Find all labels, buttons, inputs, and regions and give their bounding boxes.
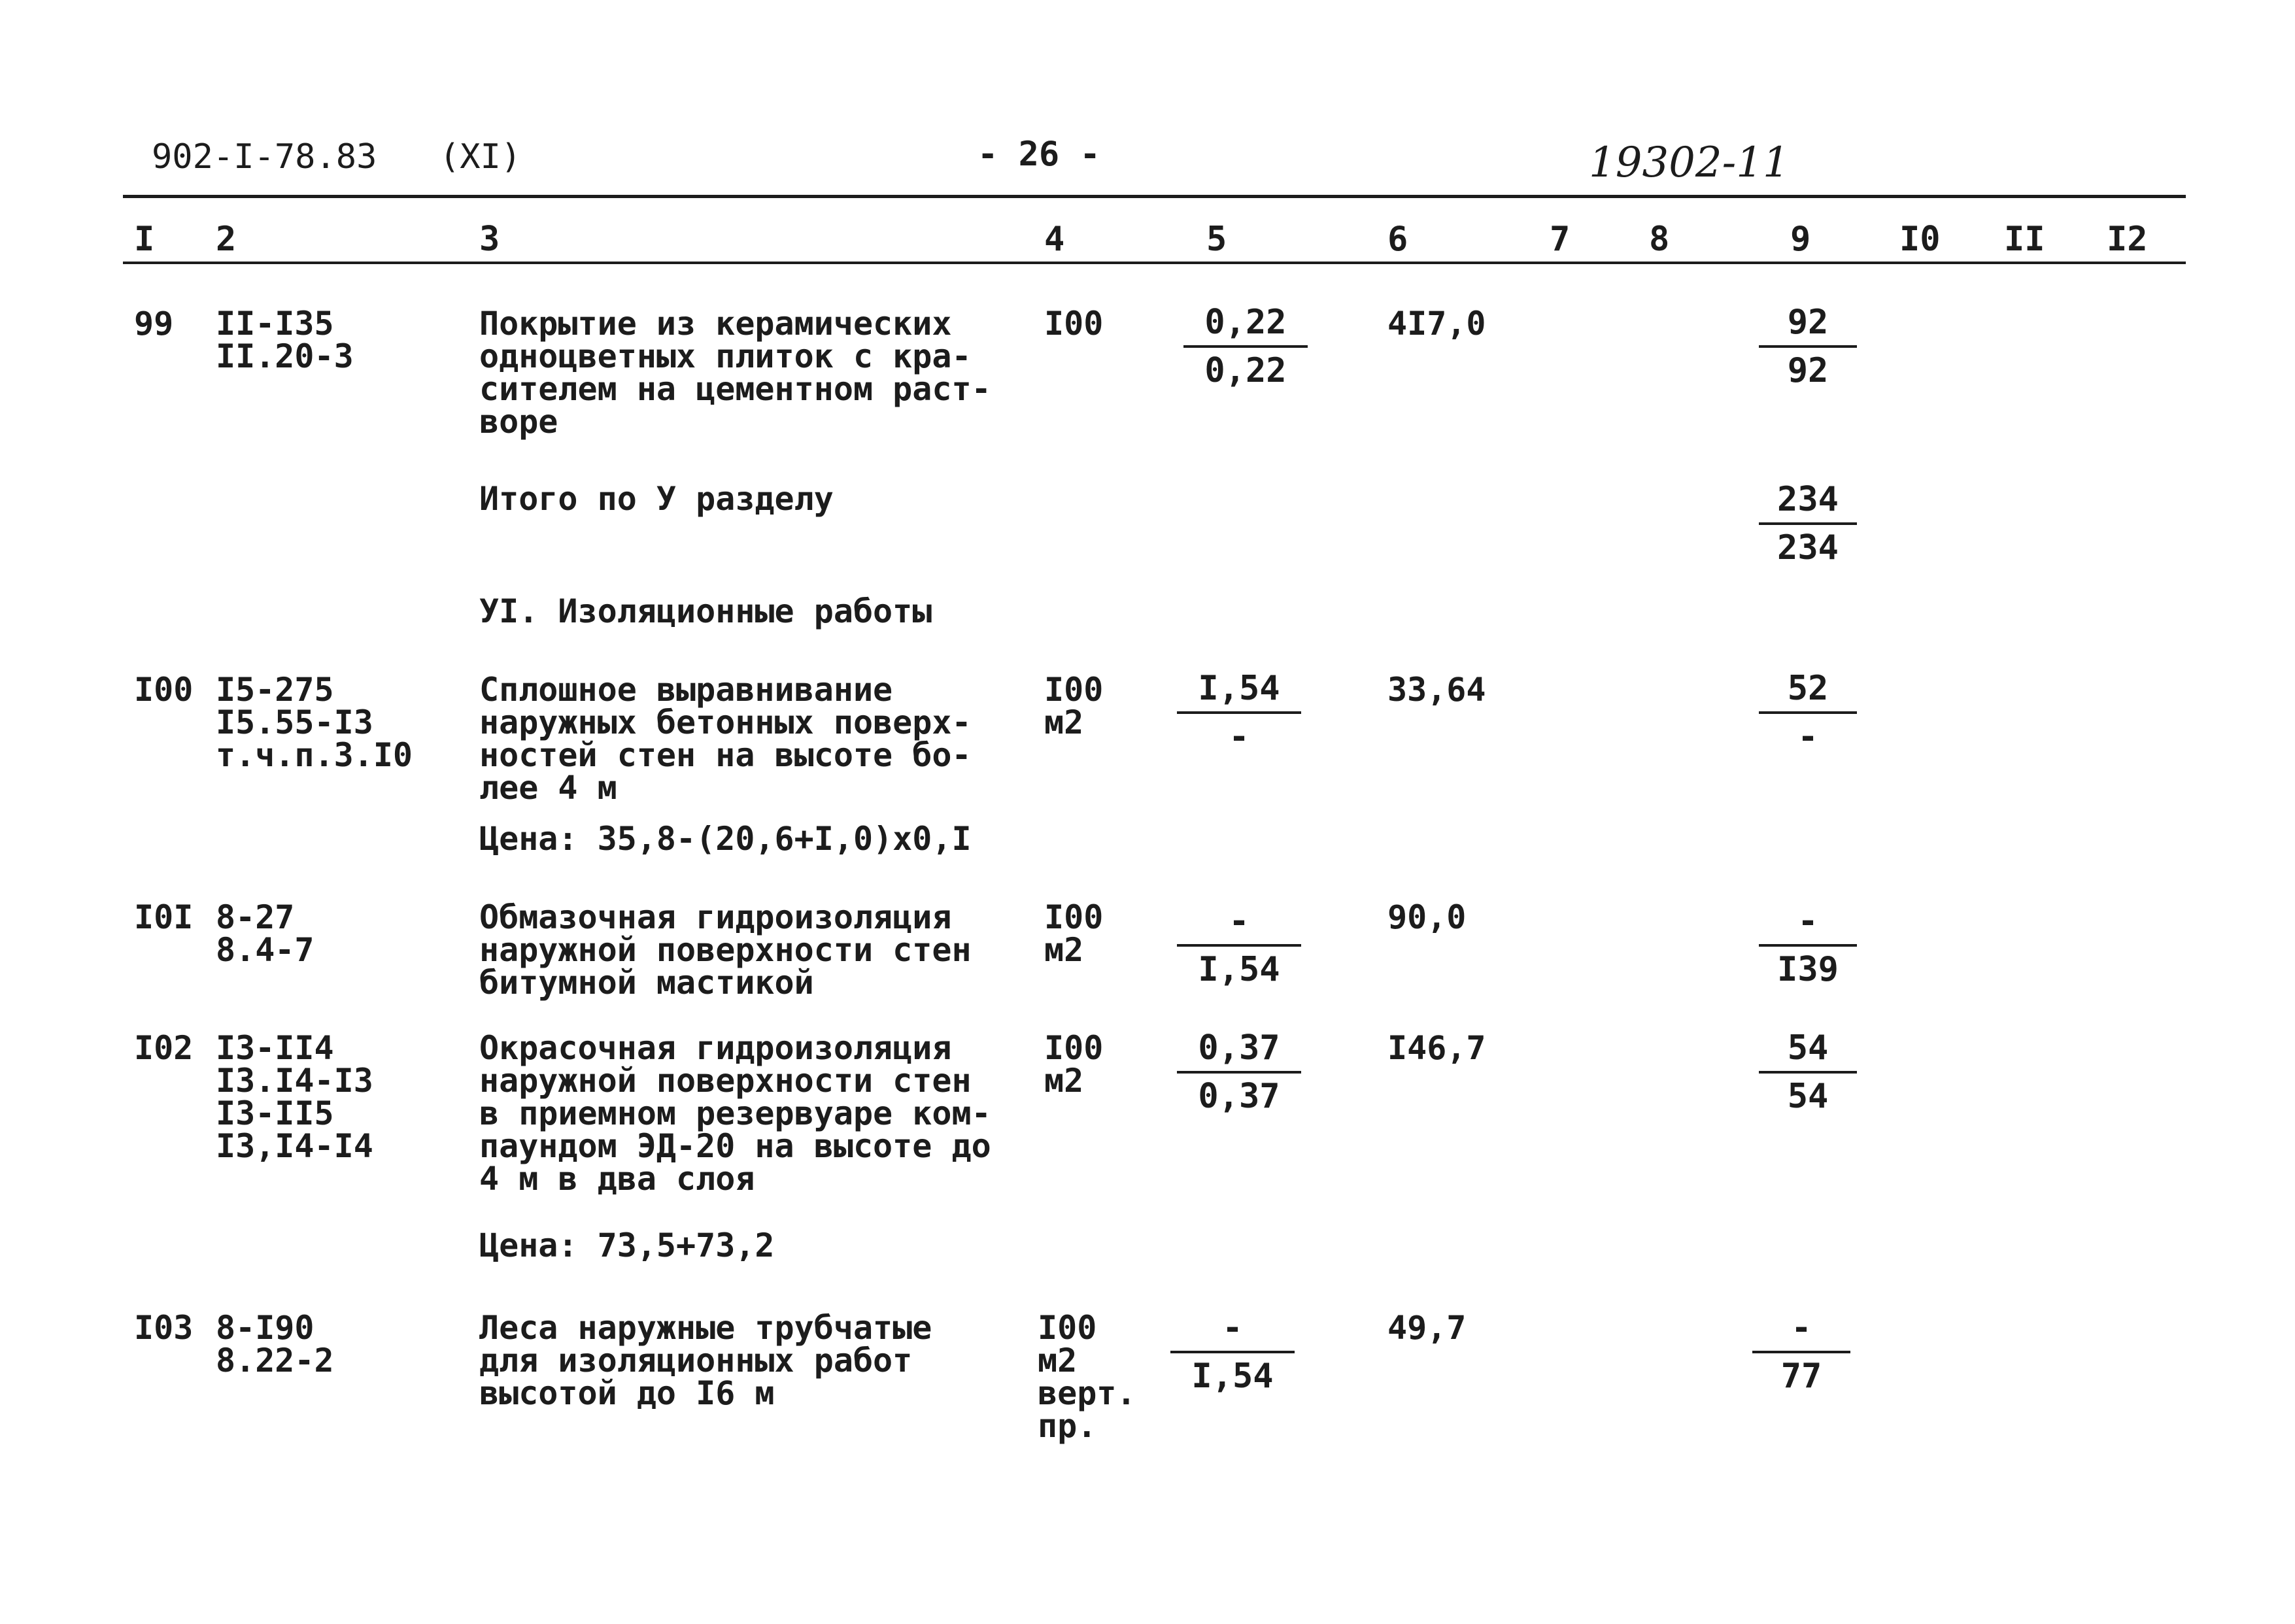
quantity-fraction: - I,54: [1170, 1308, 1295, 1396]
quantity-fraction: $\frac{0,22}{0,22}$: [1183, 302, 1308, 391]
unit: I00 м2: [1044, 671, 1104, 741]
col-12-header: I2: [2107, 220, 2148, 259]
total-fraction: $\frac{92}{92}$: [1759, 302, 1857, 391]
unit: I00: [1044, 305, 1104, 343]
col-5-header: 5: [1206, 220, 1227, 259]
total-fraction: $\frac{54}{54}$: [1759, 1028, 1857, 1117]
unit-price: 49,7: [1387, 1309, 1467, 1347]
price-note: Цена: 73,5+73,2: [479, 1226, 775, 1264]
row-number: 99: [134, 305, 174, 343]
unit: I00 м2: [1044, 898, 1104, 969]
rate-codes: II-I35 II.20-3: [216, 305, 354, 375]
col-3-header: 3: [479, 220, 500, 259]
unit-price: 4I7,0: [1387, 305, 1486, 343]
unit-price: 90,0: [1387, 898, 1467, 936]
col-4-header: 4: [1044, 220, 1065, 259]
row-number: I02: [134, 1029, 194, 1067]
section-total-label: Итого по У разделу: [479, 480, 834, 518]
total-fraction: - I39: [1759, 901, 1857, 990]
col-10-header: I0: [1899, 220, 1941, 259]
col-7-header: 7: [1550, 220, 1571, 259]
page-number: - 26 -: [978, 135, 1100, 174]
col-2-header: 2: [216, 220, 237, 259]
unit-price: I46,7: [1387, 1029, 1486, 1067]
header-rule: [123, 195, 2186, 198]
section-total-fraction: $\frac{234}{234}$: [1759, 479, 1857, 568]
rate-codes: I5-275 I5.55-I3 т.ч.п.3.I0: [216, 671, 413, 774]
col-11-header: II: [2004, 220, 2045, 259]
row-number: I03: [134, 1309, 194, 1347]
col-9-header: 9: [1790, 220, 1811, 259]
row-number: I00: [134, 671, 194, 709]
col-8-header: 8: [1649, 220, 1670, 259]
work-description: Окрасочная гидроизоляция наружной поверхности стен в приемном резервуаре ком- паундом ЭД-20 на высоте до 4 м в два слоя: [479, 1029, 991, 1198]
section-heading: УI. Изоляционные работы: [479, 592, 932, 630]
quantity-fraction: $\frac{0,37}{0,37}$: [1177, 1028, 1301, 1117]
quantity-fraction: I,54 -: [1177, 668, 1301, 757]
document-code: 902-I-78.83: [152, 137, 377, 177]
work-description: Обмазочная гидроизоляция наружной поверхности стен битумной мастикой: [479, 898, 972, 1002]
rate-codes: I3-II4 I3.I4-I3 I3-II5 I3,I4-I4: [216, 1029, 373, 1165]
handwritten-number: 19302-11: [1589, 139, 1790, 187]
row-number: I0I: [134, 898, 194, 936]
rate-codes: 8-I90 8.22-2: [216, 1309, 334, 1379]
col-1-header: I: [134, 220, 155, 259]
total-fraction: 52 -: [1759, 668, 1857, 757]
unit: I00 м2 верт. пр.: [1038, 1309, 1136, 1445]
col-6-header: 6: [1387, 220, 1408, 259]
total-fraction: - 77: [1752, 1308, 1850, 1396]
work-description: Покрытие из керамических одноцветных плиток с кра- сителем на цементном раст- воре: [479, 305, 991, 441]
work-description: Сплошное выравнивание наружных бетонных поверх- ностей стен на высоте бо- лее 4 м: [479, 671, 972, 807]
column-header-rule: [123, 262, 2186, 264]
work-description: Леса наружные трубчатые для изоляционных работ высотой до I6 м: [479, 1309, 932, 1412]
quantity-fraction: - I,54: [1177, 901, 1301, 990]
rate-codes: 8-27 8.4-7: [216, 898, 314, 969]
unit: I00 м2: [1044, 1029, 1104, 1100]
unit-price: 33,64: [1387, 671, 1486, 709]
sheet-mark: (XI): [439, 137, 522, 177]
price-note: Цена: 35,8-(20,6+I,0)x0,I: [479, 820, 972, 858]
